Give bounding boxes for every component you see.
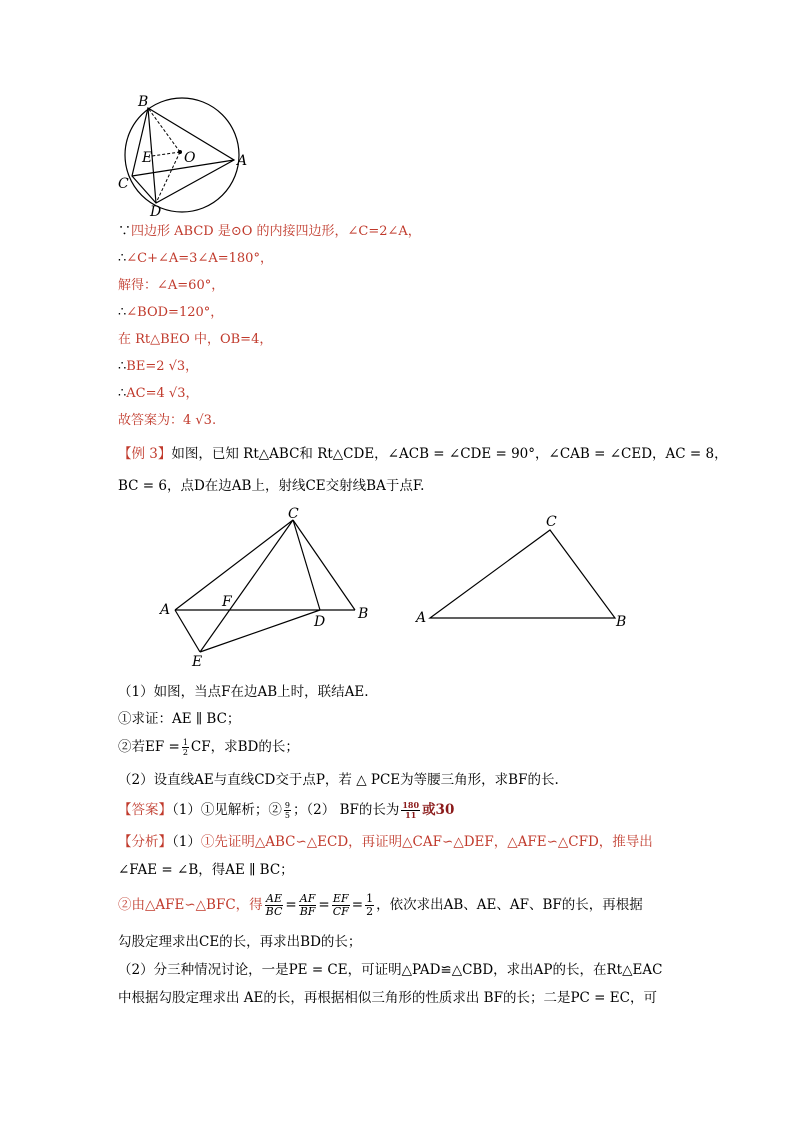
analysis-line-1: 【分析】（1）①先证明△ABC∽△ECD，再证明△CAF∽△DEF，△AFE∽△CFD，推导出: [118, 834, 653, 850]
segment-ac: [175, 520, 293, 610]
label-e: E: [192, 654, 203, 670]
solution-line-4: ∴∠BOD=120°，: [118, 305, 224, 320]
label-a: A: [237, 153, 248, 169]
label-b: B: [138, 94, 149, 110]
segment-od: [156, 152, 180, 203]
solution-line-7: ∴AC=4 √3，: [118, 386, 199, 401]
label-c: C: [288, 506, 299, 522]
analysis-line-2: ∠FAE = ∠B，得AE ∥ BC；: [118, 862, 294, 878]
solution-line-3: 解得：∠A=60°，: [118, 278, 225, 293]
analysis-line-3: ②由△AFE∽△BFC，得 $\frac{AE}{BC}$ = $\frac{AF}{BF}$ = $\frac{EF}{CF}$ = $\frac{1}{2}$ ，依次求出AB、AE、AF、BF的长，再根据: [118, 892, 643, 918]
label-d: D: [314, 614, 326, 630]
analysis-line-5: （2）分三种情况讨论，一是PE = CE，可证明△PAD≌△CBD，求出AP的长，在Rt△EAC: [118, 962, 663, 978]
label-c: C: [546, 514, 557, 530]
segment-cd: [293, 520, 320, 610]
question-1a: ①求证：AE ∥ BC；: [118, 711, 241, 727]
solution-line-6: ∴BE=2 √3，: [118, 359, 199, 374]
solution-line-1: ∵四边形 ABCD 是⊙O 的内接四边形，∠C=2∠A，: [118, 224, 421, 239]
answer-fraction-2: $\frac{180}{11}$: [402, 800, 420, 820]
label-f: F: [222, 594, 232, 610]
answer-line: 【答案】（1）①见解析；② $\frac{9}{5}$ ；（2） BF的长为 $\frac{180}{11}$ 或30: [118, 800, 455, 820]
fraction-ae-bc: $\frac{AE}{BC}$: [265, 892, 283, 918]
label-b: B: [616, 614, 627, 630]
segment-ae: [175, 610, 200, 652]
fraction-af-bf: $\frac{AF}{BF}$: [299, 892, 316, 918]
label-c: C: [118, 176, 129, 192]
segment-de: [200, 610, 320, 652]
question-1b: ②若EF = $\frac{1}{2}$ CF，求BD的长；: [118, 738, 299, 757]
answer-tag: 【答案】: [118, 802, 172, 818]
question-1: （1）如图，当点F在边AB上时，联结AE.: [118, 684, 369, 700]
figure-triangles-cde: [150, 500, 380, 675]
answer-fraction-1: $\frac{9}{5}$: [284, 801, 290, 820]
triangle-abc: [430, 530, 615, 618]
analysis-tag: 【分析】: [118, 834, 172, 850]
center-point: [178, 150, 182, 154]
label-a: A: [416, 610, 427, 626]
fraction-one-half: $\frac{1}{2}$: [366, 892, 374, 918]
segment-oe: [152, 152, 180, 156]
segment-bc: [293, 520, 355, 610]
segment-ce: [200, 520, 293, 652]
analysis-line-6: 中根据勾股定理求出 AE的长，再根据相似三角形的性质求出 BF的长；二是PC = EC，可: [118, 990, 657, 1006]
solution-line-2: ∴∠C+∠A=3∠A=180°，: [118, 251, 273, 266]
label-b: B: [358, 606, 369, 622]
label-d: D: [150, 204, 162, 220]
solution-line-5: 在 Rt△BEO 中，OB=4，: [118, 332, 273, 347]
figure-circle: [110, 90, 260, 220]
analysis-line-4: 勾股定理求出CE的长，再求出BD的长；: [118, 934, 362, 950]
label-o: O: [184, 150, 196, 166]
figure-triangle-abc: [410, 510, 635, 630]
label-a: A: [160, 602, 171, 618]
example3-tag: 【例 3】: [118, 446, 172, 462]
segment-ob: [148, 108, 180, 152]
fraction-half: $\frac{1}{2}$: [182, 738, 188, 757]
solution-line-8: 故答案为：4 √3.: [118, 413, 217, 428]
example3-line-1: 【例 3】如图，已知 Rt△ABC和 Rt△CDE，∠ACB = ∠CDE = 90°，∠CAB = ∠CED，AC = 8，: [118, 446, 728, 462]
label-e: E: [142, 150, 153, 166]
question-2: （2）设直线AE与直线CD交于点P，若 △ PCE为等腰三角形，求BF的长.: [118, 772, 559, 788]
fraction-ef-cf: $\frac{EF}{CF}$: [332, 892, 349, 918]
example3-line-2: BC = 6，点D在边AB上，射线CE交射线BA于点F.: [118, 478, 425, 494]
